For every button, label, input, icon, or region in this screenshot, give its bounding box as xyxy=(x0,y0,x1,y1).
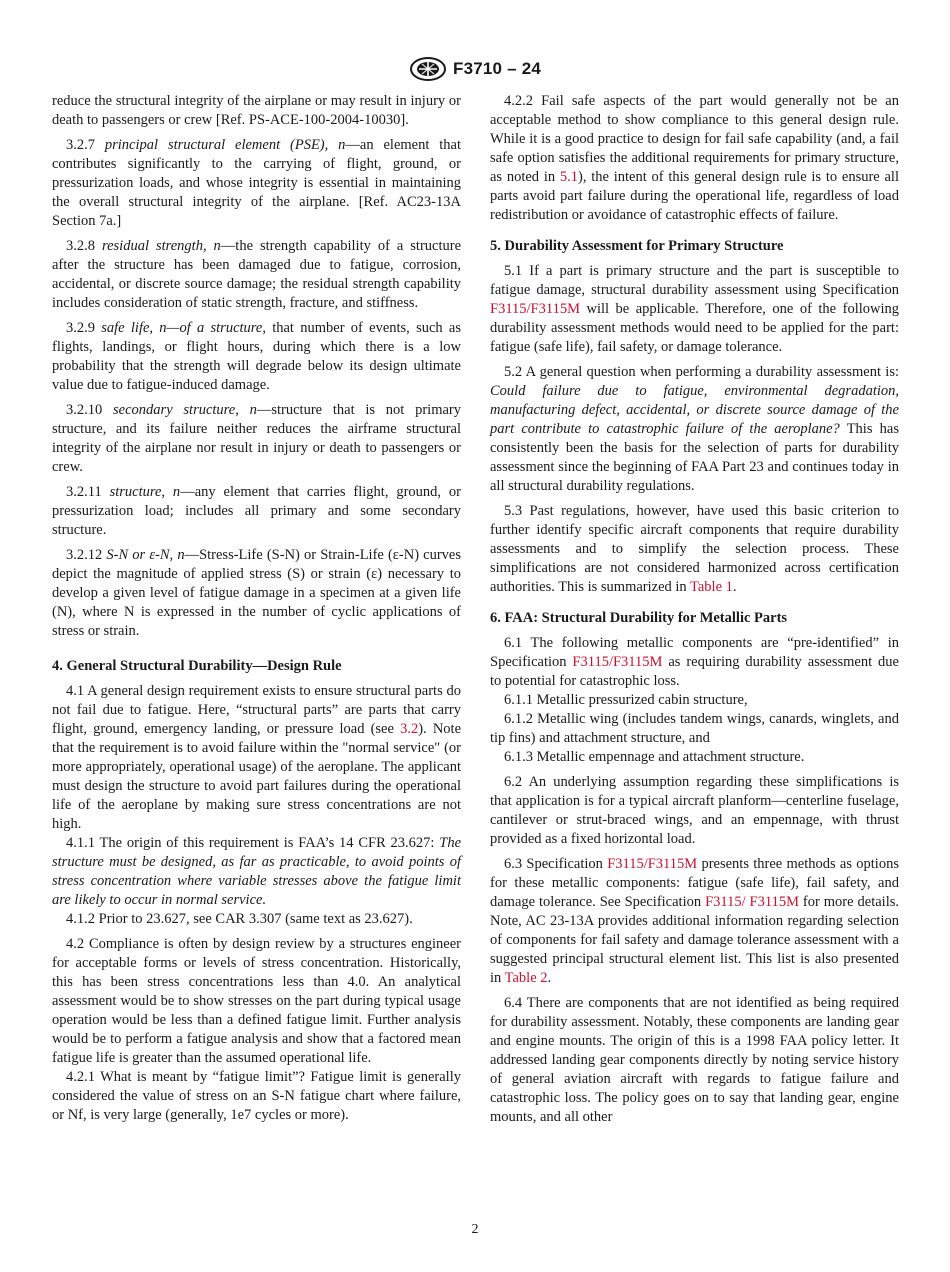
section-4-heading: 4. General Structural Durability—Design Rule xyxy=(52,658,342,674)
section-5-1-link[interactable]: 5.1 xyxy=(559,169,578,185)
paragraph-continuation: reduce the structural integrity of the airplane or may result in injury or death to passengers or crew [Ref. PS-ACE-100-2004-10030]. xyxy=(52,93,461,128)
f3115-link[interactable]: F3115/ F3115M xyxy=(705,894,799,910)
section-5-heading: 5. Durability Assessment for Primary Structure xyxy=(490,238,784,254)
astm-logo-icon xyxy=(409,56,447,82)
paragraph-6-3: 6.3 Specification F3115/F3115M presents three methods as options for these metallic components: fatigue (safe life), fail safety, and damage tolerance. See Specification F3115/ F3115M for more details. Note, AC 23-13A provides additional information regarding selection of components for fail safety and damage tolerance assessment with a suggested principal structural element list. This list is also presented in Table 2. xyxy=(490,856,899,986)
table-1-link[interactable]: Table 1 xyxy=(690,579,733,595)
paragraph-5-3: 5.3 Past regulations, however, have used this basic criterion to further identify specific aircraft components that require durability assessments and to simplify the selection process. These simplifications are not considered harmonized across certification authorities. This is summarized in Table 1. xyxy=(490,503,899,595)
paragraph-6-1: 6.1 The following metallic components are “pre-identified” in Specification F3115/F3115M as requiring durability assessment due to potential for catastrophic loss. xyxy=(490,635,899,689)
definition-3-2-11: 3.2.11 structure, n—any element that carries flight, ground, or pressurization load; includes all primary and some secondary structure. xyxy=(52,484,462,538)
page-header xyxy=(0,56,950,82)
definition-3-2-8: 3.2.8 residual strength, n—the strength capability of a structure after the structure has been damaged due to fatigue, corrosion, accidental, or discrete source damage; the residual strength capability includes consideration of static strength, fracture, and stiffness. xyxy=(52,238,462,311)
section-6-heading: 6. FAA: Structural Durability for Metallic Parts xyxy=(490,610,788,626)
definition-3-2-7: 3.2.7 principal structural element (PSE), n—an element that contributes significantly to the carrying of flight, ground, or pressurization loads, and whose integrity is essential in maintaining the overall structural integrity of the airplane. [Ref. AC23-13A Section 7a.] xyxy=(52,137,462,229)
paragraph-4-2-1: 4.2.1 What is meant by “fatigue limit”? Fatigue limit is generally considered the value of stress on an S-N fatigue chart where failure, or Nf, is very large (generally, 1e7 cycles or more). xyxy=(52,1069,461,1123)
f3115-link[interactable]: F3115/F3115M xyxy=(572,654,663,670)
term-label: principal structural element (PSE), n xyxy=(104,137,346,153)
term-label: S-N or ε-N, n xyxy=(106,547,185,563)
paragraph-4-2: 4.2 Compliance is often by design review by a structures engineer for acceptable forms or levels of stress concentration. Historically, this has been stress concentrations less than 4.0. An analytical assessment would be to show stresses on the part during typical usage operation would be less than a defined fatigue limit. Further analysis would be to perform a fatigue analysis and show that a factored mean fatigue life is greater than the assumed operational life. xyxy=(52,936,461,1066)
definition-3-2-12: 3.2.12 S-N or ε-N, n—Stress-Life (S-N) or Strain-Life (ε-N) curves depict the magnitude of applied stress (S) or strain (ε) necessary to develop a given level of fatigue damage in a specimen at a given life (N), where N is expressed in the number of cyclic applications of stress or strain. xyxy=(52,547,462,639)
paragraph-4-1-2: 4.1.2 Prior to 23.627, see CAR 3.307 (same text as 23.627). xyxy=(66,911,413,927)
page-number: 2 xyxy=(471,1222,479,1237)
paragraph-4-1: 4.1 A general design requirement exists to ensure structural parts do not fail due to fatigue. Here, “structural parts” are parts that carry flight, ground, emergency landing, or pressure load (see 3.2). Note that the requirement is to avoid failure within the "normal service" (or more appropriately, operational usage) of the aeroplane. The applicant must design the structure to avoid part failures during the operational life of the aeroplane by making sure stress concentrations are not high. xyxy=(52,683,462,832)
definition-3-2-10: 3.2.10 secondary structure, n—structure that is not primary structure, and its failure neither reduces the airframe structural integrity of the airplane nor result in injury or death to passengers or crew. xyxy=(52,402,462,475)
f3115-link[interactable]: F3115/F3115M xyxy=(607,856,698,872)
term-label: safe life, n—of a structure xyxy=(101,320,263,336)
definition-3-2-9: 3.2.9 safe life, n—of a structure, that number of events, such as flights, landings, or flight hours, during which there is a low probability that the strength will degrade below its design ultimate value due to fatigue-induced damage. xyxy=(52,320,461,393)
table-2-link[interactable]: Table 2 xyxy=(504,970,548,986)
paragraph-4-2-2: 4.2.2 Fail safe aspects of the part would generally not be an acceptable method to show compliance to this general design rule. While it is a good practice to design for fail safe capability (and, a fail safe option satisfies the additional requirements for primary structure, as noted in 5.1), the intent of this general design rule is to ensure all parts avoid part failure during the operational life, regardless of load redistribution or avoidance of catastrophic effects of failure. xyxy=(490,93,899,223)
paragraph-6-1-2: 6.1.2 Metallic wing (includes tandem wings, canards, winglets, and tip fins) and attachment structure, and xyxy=(490,711,899,746)
term-label: structure, n xyxy=(109,484,181,500)
right-column xyxy=(490,92,899,1127)
paragraph-5-2: 5.2 A general question when performing a durability assessment is: Could failure due to fatigue, environmental degradation, manufacturing defect, accidental, or discrete source damage of the part contribute to catastrophic failure of the aeroplane? This has consistently been the basis for the selection of parts for durability assessment since the beginning of FAA Part 23 and continues today in all structural durability regulations. xyxy=(490,364,899,494)
f3115-link[interactable]: F3115/F3115M xyxy=(490,301,580,317)
document-designation: F3710 – 24 xyxy=(452,59,541,78)
term-label: secondary structure, n xyxy=(113,402,257,418)
paragraph-6-2: 6.2 An underlying assumption regarding these simplifications is that application is for a typical aircraft planform—centerline fuselage, cantilever or strut-braced wings, and an empennage, with thrust provided as a fixed horizontal load. xyxy=(490,774,899,847)
paragraph-4-1-1: 4.1.1 The origin of this requirement is FAA’s 14 CFR 23.627: The structure must be designed, as far as practicable, to avoid points of stress concentration where variable stresses above the fatigue limit are likely to occur in normal service. xyxy=(52,835,461,908)
section-3-2-link[interactable]: 3.2 xyxy=(400,721,419,737)
term-label: residual strength, n xyxy=(101,238,221,254)
paragraph-6-1-1: 6.1.1 Metallic pressurized cabin structure, xyxy=(504,692,748,708)
left-column xyxy=(52,92,461,1125)
paragraph-6-4: 6.4 There are components that are not identified as being required for durability assessment. Notably, these components are landing gear and engine mounts. The origin of this is a 1998 FAA policy letter. It addressed landing gear components directly by noting service history of general aviation aircraft with regards to fatigue failure and catastrophic loss. The policy goes on to say that landing gear, engine mounts, and all other xyxy=(490,995,899,1125)
paragraph-6-1-3: 6.1.3 Metallic empennage and attachment structure. xyxy=(504,749,805,765)
paragraph-5-1: 5.1 If a part is primary structure and the part is susceptible to fatigue damage, structural durability assessment using Specification F3115/F3115M will be applicable. Therefore, one of the following durability assessment methods would need to be applied for the part: fatigue (safe life), fail safety, or damage tolerance. xyxy=(490,263,899,355)
